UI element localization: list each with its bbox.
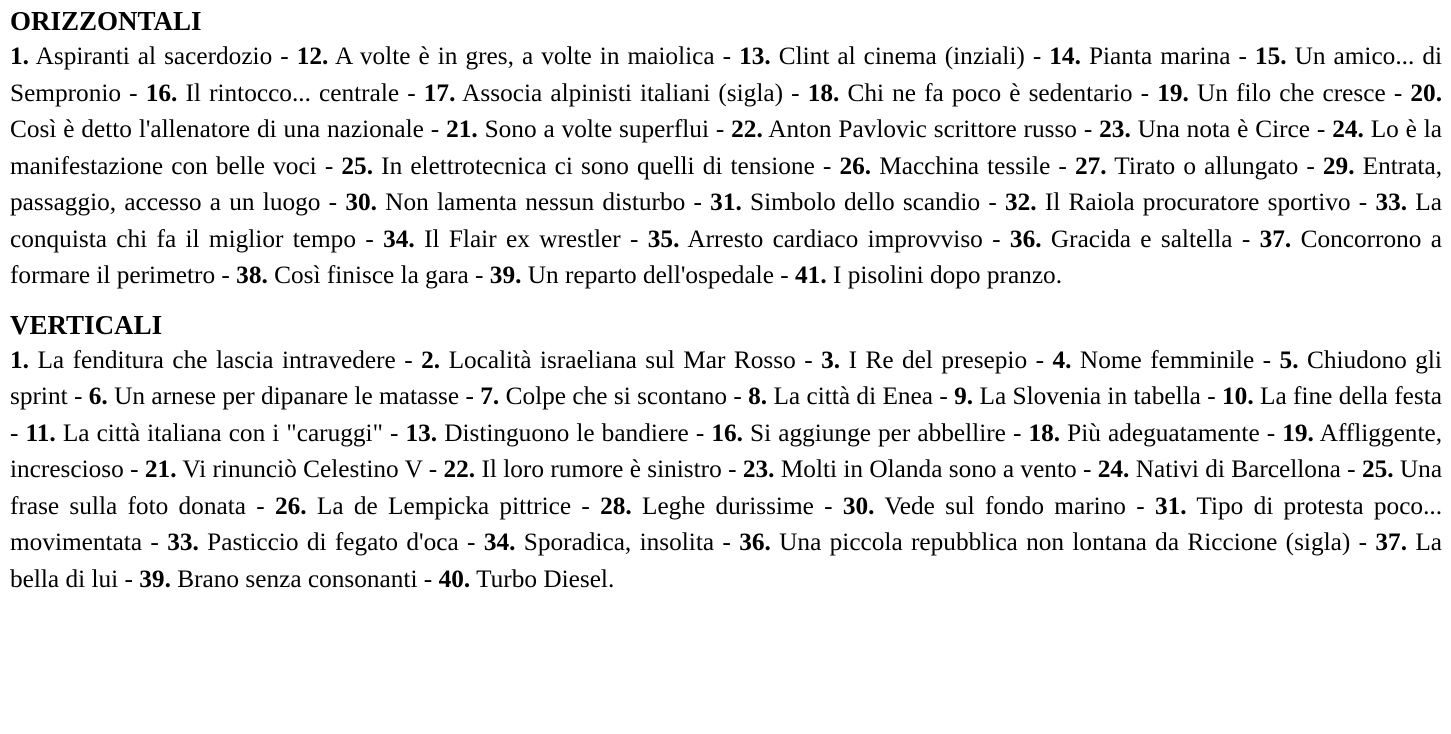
clue-text: I pisolini dopo pranzo. bbox=[832, 261, 1063, 289]
clue-text: Una frase sulla foto donata bbox=[10, 455, 1443, 520]
clue-number: 33. bbox=[1375, 188, 1408, 216]
clue-separator: - bbox=[813, 491, 843, 520]
clue-item bbox=[484, 528, 714, 556]
clue-number: 25. bbox=[341, 151, 374, 180]
clue-item bbox=[439, 565, 615, 593]
clue-item bbox=[341, 152, 814, 180]
clue-item bbox=[795, 261, 1062, 289]
clue-separator: - bbox=[773, 261, 796, 289]
clue-separator: - bbox=[1125, 491, 1155, 520]
clue-text: Il Flair ex wrestler bbox=[424, 224, 621, 253]
clue-number: 27. bbox=[1074, 151, 1107, 180]
clue-number: 22. bbox=[443, 455, 476, 483]
clue-number: 18. bbox=[1028, 418, 1061, 447]
clue-number: 24. bbox=[1097, 455, 1130, 483]
clue-text: In elettrotecnica ci sono quelli di tensione bbox=[381, 151, 815, 180]
clue-item bbox=[1005, 188, 1351, 216]
clue-text: Colpe che si scontano bbox=[505, 382, 727, 410]
clue-text: Un arnese per dipanare le matasse bbox=[114, 382, 460, 410]
clue-text: Chi ne fa poco è sedentario bbox=[847, 78, 1133, 107]
clue-number: 31. bbox=[1154, 491, 1187, 520]
clue-item bbox=[743, 455, 1077, 483]
clue-number: 25. bbox=[1361, 455, 1394, 483]
clue-text: Associa alpinisti italiani (sigla) bbox=[462, 78, 783, 107]
clue-item bbox=[648, 225, 983, 253]
clue-number: 19. bbox=[1157, 78, 1189, 107]
clue-separator: - bbox=[1027, 345, 1053, 374]
clue-separator: - bbox=[1385, 78, 1411, 107]
clue-number: 28. bbox=[600, 491, 632, 520]
clue-separator: - bbox=[721, 455, 743, 483]
clue-separator: - bbox=[1310, 115, 1333, 143]
clue-number: 6. bbox=[88, 382, 108, 410]
clue-separator: - bbox=[382, 418, 406, 447]
clue-number: 21. bbox=[144, 455, 177, 483]
clue-text: Affliggente, increscioso bbox=[10, 418, 1443, 483]
clue-separator: - bbox=[10, 418, 26, 447]
clue-number: 14. bbox=[1049, 42, 1081, 70]
clue-text: A volte è in gres, a volte in maiolica bbox=[334, 42, 715, 70]
clue-separator: - bbox=[783, 78, 808, 107]
clue-separator: - bbox=[1050, 151, 1075, 180]
clue-separator: - bbox=[422, 455, 444, 483]
clue-text: Anton Pavlovic scrittore russo bbox=[768, 115, 1077, 143]
clue-text: Entrata, passaggio, accesso a un luogo bbox=[10, 151, 1443, 216]
clue-number: 30. bbox=[842, 491, 875, 520]
clue-separator: - bbox=[123, 455, 145, 483]
clue-separator: - bbox=[814, 151, 840, 180]
clue-number: 3. bbox=[821, 345, 841, 374]
clue-separator: - bbox=[1200, 382, 1223, 410]
clue-number: 11. bbox=[25, 418, 56, 447]
clue-text: Turbo Diesel. bbox=[476, 564, 615, 593]
clue-item bbox=[843, 492, 1126, 520]
clue-item bbox=[1098, 455, 1341, 483]
clue-item bbox=[424, 79, 783, 107]
clue-text: Lo è la manifestazione con belle voci bbox=[10, 115, 1443, 180]
clue-number: 30. bbox=[345, 188, 377, 216]
clue-item bbox=[405, 419, 688, 447]
clue-number: 36. bbox=[1009, 224, 1042, 253]
clue-text: Una piccola repubblica non lontana da Riccione (sigla) bbox=[779, 528, 1351, 556]
clue-separator: - bbox=[1232, 224, 1260, 253]
clue-number: 13. bbox=[405, 418, 438, 447]
clue-item bbox=[1049, 42, 1230, 70]
clue-number: 7. bbox=[480, 382, 500, 410]
clue-item bbox=[954, 382, 1201, 410]
clue-item bbox=[1028, 419, 1259, 447]
clue-separator: - bbox=[355, 224, 384, 253]
clue-text: Pianta marina bbox=[1088, 42, 1231, 70]
clue-number: 36. bbox=[739, 528, 771, 556]
clue-separator: - bbox=[795, 345, 822, 374]
clue-number: 22. bbox=[731, 115, 763, 143]
clue-text: La bella di lui bbox=[10, 528, 1443, 593]
clue-separator: - bbox=[1340, 455, 1362, 483]
clue-text: Il loro rumore è sinistro bbox=[481, 455, 722, 483]
clue-separator: - bbox=[727, 382, 749, 410]
clue-number: 23. bbox=[1099, 115, 1131, 143]
clue-number: 15. bbox=[1254, 42, 1287, 70]
clue-text: Un filo che cresce bbox=[1196, 78, 1386, 107]
clue-item bbox=[748, 382, 933, 410]
clue-list-verticali bbox=[10, 342, 1442, 598]
clue-text: La fenditura che lascia intravedere bbox=[37, 345, 396, 374]
clue-text: Non lamenta nessun disturbo bbox=[385, 188, 686, 216]
clue-text: Sono a volte superflui bbox=[484, 115, 709, 143]
clue-list-orizzontali bbox=[10, 38, 1442, 294]
clue-text: Così finisce la gara bbox=[274, 261, 469, 289]
clue-number: 35. bbox=[647, 224, 680, 253]
clue-separator: - bbox=[1254, 345, 1280, 374]
clue-item bbox=[739, 528, 1350, 556]
clue-text: Clint al cinema (inziali) bbox=[778, 42, 1025, 70]
clue-number: 39. bbox=[139, 564, 171, 593]
clue-item bbox=[731, 115, 1077, 143]
clue-text: La conquista chi fa il miglior tempo bbox=[10, 188, 1442, 253]
clue-number: 31. bbox=[710, 188, 742, 216]
clue-number: 16. bbox=[145, 78, 178, 107]
clue-item bbox=[600, 492, 814, 520]
clue-item bbox=[446, 115, 709, 143]
clue-item bbox=[146, 79, 399, 107]
clue-item bbox=[10, 346, 396, 374]
clue-number: 12. bbox=[296, 42, 329, 70]
clue-text: Vede sul fondo marino bbox=[884, 491, 1126, 520]
clue-item bbox=[711, 419, 1006, 447]
clue-number: 18. bbox=[807, 78, 840, 107]
clue-number: 13. bbox=[739, 42, 771, 70]
clue-separator: - bbox=[685, 188, 711, 216]
clue-item bbox=[167, 528, 459, 556]
clue-text: Il rintocco... centrale bbox=[185, 78, 400, 107]
clue-item bbox=[1222, 382, 1442, 410]
clue-text: Brano senza consonanti bbox=[177, 564, 418, 593]
clue-number: 26. bbox=[839, 151, 872, 180]
clue-number: 23. bbox=[742, 455, 775, 483]
clue-text: Aspiranti al sacerdozio bbox=[35, 42, 273, 70]
clue-item bbox=[490, 261, 774, 289]
clue-number: 40. bbox=[438, 564, 471, 593]
clue-text: La fine della festa bbox=[1260, 382, 1442, 410]
clue-separator: - bbox=[982, 224, 1010, 253]
clue-text: La città di Enea bbox=[773, 382, 934, 410]
clue-separator: - bbox=[980, 188, 1005, 216]
clue-item bbox=[710, 188, 980, 216]
clue-separator: - bbox=[571, 491, 601, 520]
clue-separator: - bbox=[459, 382, 481, 410]
clue-separator: - bbox=[1076, 455, 1098, 483]
clue-number: 34. bbox=[383, 224, 415, 253]
clue-text: Più adeguatamente bbox=[1067, 418, 1260, 447]
clue-item bbox=[1075, 152, 1298, 180]
clue-number: 2. bbox=[421, 345, 441, 374]
clue-text: La de Lempicka pittrice bbox=[316, 491, 572, 520]
clue-text: Gracida e saltella bbox=[1050, 224, 1233, 253]
clue-number: 32. bbox=[1005, 188, 1037, 216]
clue-number: 5. bbox=[1279, 345, 1299, 374]
clue-item bbox=[139, 565, 417, 593]
clue-separator: - bbox=[1259, 418, 1283, 447]
clue-item bbox=[1010, 225, 1233, 253]
clue-text: La città italiana con i "caruggi" bbox=[62, 418, 383, 447]
clue-text: Il Raiola procuratore sportivo bbox=[1044, 188, 1351, 216]
section-title-verticali: VERTICALI bbox=[10, 309, 163, 340]
clue-item bbox=[297, 42, 715, 70]
clue-number: 39. bbox=[489, 261, 522, 289]
clue-text: Pasticcio di fegato d'oca bbox=[207, 528, 459, 556]
clue-separator: - bbox=[316, 151, 342, 180]
clue-separator: - bbox=[142, 528, 168, 556]
clue-separator: - bbox=[1350, 188, 1376, 216]
clue-separator: - bbox=[1005, 418, 1029, 447]
clue-item bbox=[1157, 79, 1385, 107]
clue-number: 1. bbox=[10, 345, 29, 374]
clue-separator: - bbox=[423, 115, 447, 143]
clue-number: 19. bbox=[1282, 418, 1314, 447]
clue-text: Così è detto l'allenatore di una nazionale bbox=[10, 115, 424, 143]
clue-item bbox=[89, 382, 459, 410]
clue-item bbox=[808, 79, 1133, 107]
clue-number: 17. bbox=[423, 78, 456, 107]
clue-number: 20. bbox=[1410, 78, 1443, 107]
clue-number: 24. bbox=[1332, 115, 1364, 143]
clue-separator: - bbox=[121, 78, 146, 107]
clue-number: 34. bbox=[483, 528, 516, 556]
clue-item bbox=[26, 419, 383, 447]
clue-separator: - bbox=[620, 224, 648, 253]
clue-number: 4. bbox=[1052, 345, 1072, 374]
clue-separator: - bbox=[688, 418, 712, 447]
clue-item bbox=[345, 188, 685, 216]
clue-item bbox=[383, 225, 621, 253]
clue-text: Molti in Olanda sono a vento bbox=[780, 455, 1077, 483]
clue-separator: - bbox=[215, 261, 237, 289]
clue-separator: - bbox=[1076, 115, 1100, 143]
clue-separator: - bbox=[245, 491, 275, 520]
clue-item bbox=[821, 346, 1027, 374]
clue-separator: - bbox=[1024, 42, 1050, 70]
clue-separator: - bbox=[1230, 42, 1255, 70]
clue-separator: - bbox=[417, 564, 439, 593]
clue-separator: - bbox=[1350, 528, 1376, 556]
clue-item bbox=[145, 455, 422, 483]
clue-item bbox=[10, 42, 272, 70]
clue-number: 41. bbox=[795, 261, 827, 289]
clue-item bbox=[480, 382, 727, 410]
clue-number: 21. bbox=[446, 115, 478, 143]
clue-text: Una nota è Circe bbox=[1137, 115, 1310, 143]
clue-number: 26. bbox=[274, 491, 307, 520]
clue-item bbox=[443, 455, 721, 483]
clue-separator: - bbox=[399, 78, 424, 107]
clue-text: La Slovenia in tabella bbox=[979, 382, 1201, 410]
clue-number: 16. bbox=[711, 418, 743, 447]
section-title-orizzontali: ORIZZONTALI bbox=[10, 6, 202, 36]
clue-text: Distinguono le bandiere bbox=[444, 418, 689, 447]
clue-number: 38. bbox=[236, 261, 268, 289]
clue-text: Simbolo dello scandio bbox=[750, 188, 981, 216]
clue-text: Chiudono gli sprint bbox=[10, 345, 1442, 410]
clue-text: Si aggiunge per abbellire bbox=[750, 418, 1006, 447]
clue-item bbox=[236, 261, 469, 289]
clue-separator: - bbox=[933, 382, 955, 410]
clue-separator: - bbox=[272, 42, 297, 70]
clue-number: 37. bbox=[1375, 528, 1408, 556]
clue-separator: - bbox=[118, 564, 140, 593]
clue-item bbox=[1052, 346, 1254, 374]
clue-text: Tirato o allungato bbox=[1114, 151, 1299, 180]
clue-number: 9. bbox=[954, 382, 974, 410]
clue-number: 37. bbox=[1259, 224, 1292, 253]
clue-item bbox=[739, 42, 1025, 70]
clue-text: Arresto cardiaco improvviso bbox=[687, 224, 983, 253]
clue-number: 10. bbox=[1222, 382, 1254, 410]
clue-number: 33. bbox=[167, 528, 199, 556]
clue-text: I Re del presepio bbox=[848, 345, 1028, 374]
clue-number: 8. bbox=[748, 382, 768, 410]
clue-item bbox=[275, 492, 571, 520]
clue-separator: - bbox=[714, 528, 740, 556]
clue-text: Sporadica, insolita bbox=[523, 528, 715, 556]
clue-text: Un reparto dell'ospedale bbox=[527, 261, 774, 289]
clue-number: 29. bbox=[1322, 151, 1355, 180]
clue-text: Tipo di protesta poco... movimentata bbox=[10, 491, 1443, 556]
clue-text: Nativi di Barcellona bbox=[1135, 455, 1341, 483]
clue-separator: - bbox=[395, 345, 422, 374]
clue-item bbox=[839, 152, 1050, 180]
clue-item bbox=[1099, 115, 1310, 143]
clue-text: Leghe durissime bbox=[642, 491, 814, 520]
clue-separator: - bbox=[320, 188, 346, 216]
clue-separator: - bbox=[468, 261, 490, 289]
clue-separator: - bbox=[1132, 78, 1158, 107]
clue-separator: - bbox=[458, 528, 484, 556]
clue-text: Un amico... di Sempronio bbox=[10, 42, 1443, 107]
clue-text: Località israeliana sul Mar Rosso bbox=[448, 345, 796, 374]
clue-text: Vi rinunciò Celestino V bbox=[182, 455, 423, 483]
clue-item bbox=[421, 346, 796, 374]
clue-separator: - bbox=[714, 42, 740, 70]
clue-separator: - bbox=[708, 115, 732, 143]
clue-number: 1. bbox=[10, 42, 29, 70]
clue-separator: - bbox=[67, 382, 89, 410]
clue-separator: - bbox=[1298, 151, 1323, 180]
clue-text: Concorrono a formare il perimetro bbox=[10, 224, 1442, 289]
clue-text: Macchina tessile bbox=[879, 151, 1051, 180]
clue-text: Nome femminile bbox=[1079, 345, 1255, 374]
